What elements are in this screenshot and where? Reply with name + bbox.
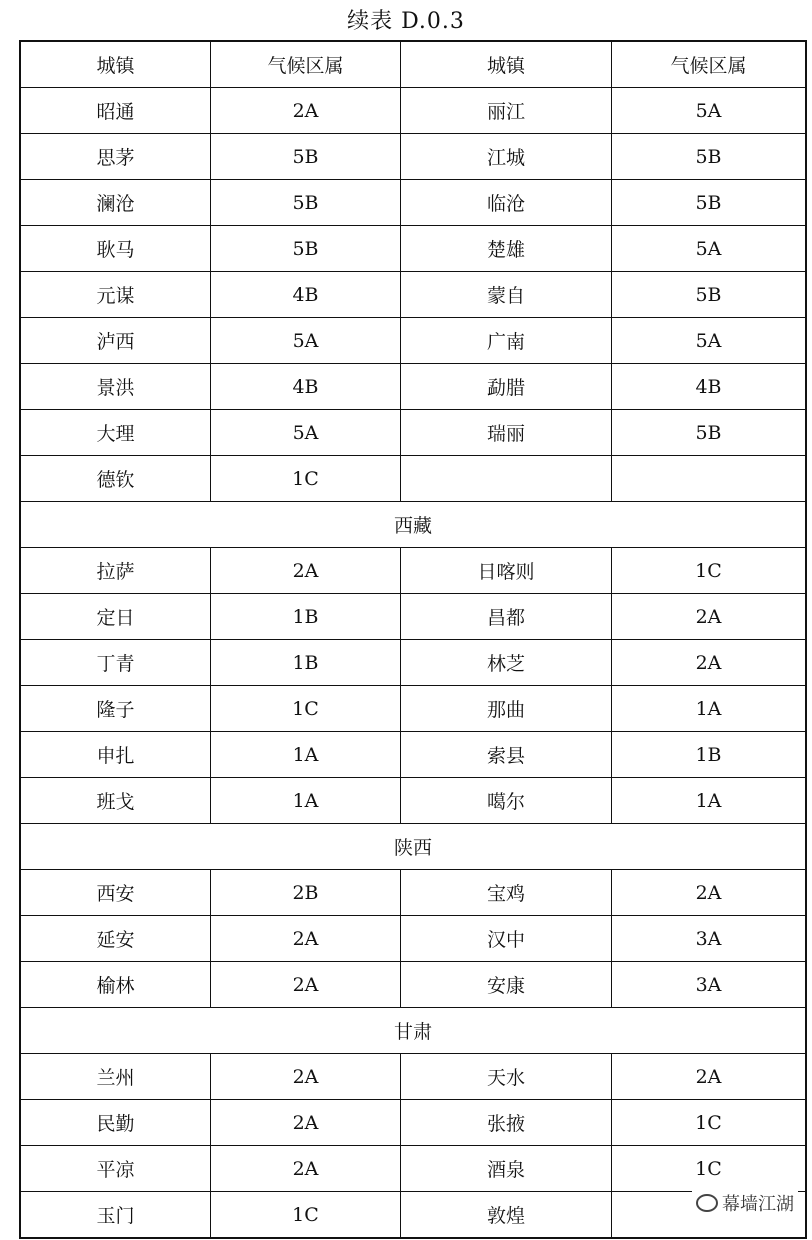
climate-zone-cell: 1A — [211, 778, 401, 824]
town-cell: 日喀则 — [401, 548, 612, 594]
town-cell: 定日 — [20, 594, 211, 640]
header-cell-climate-zone: 气候区属 — [211, 41, 401, 88]
climate-zone-cell: 5B — [211, 226, 401, 272]
climate-zone-cell: 1C — [612, 1100, 807, 1146]
climate-zone-cell: 1B — [612, 732, 807, 778]
table-row — [20, 134, 806, 180]
wechat-logo-icon — [696, 1194, 718, 1212]
table-row — [20, 1192, 806, 1239]
town-cell: 酒泉 — [401, 1146, 612, 1192]
climate-zone-cell: 1C — [612, 548, 807, 594]
climate-zone-cell: 2A — [612, 870, 807, 916]
table-row — [20, 640, 806, 686]
climate-zone-table — [19, 40, 807, 1239]
town-cell: 班戈 — [20, 778, 211, 824]
climate-zone-cell: 3A — [612, 962, 807, 1008]
town-cell: 德钦 — [20, 456, 211, 502]
table-row — [20, 1100, 806, 1146]
town-cell: 玉门 — [20, 1192, 211, 1239]
climate-zone-cell: 2A — [211, 1054, 401, 1100]
climate-zone-cell: 2A — [612, 594, 807, 640]
climate-zone-cell: 5A — [612, 226, 807, 272]
climate-zone-cell: 1A — [211, 732, 401, 778]
climate-zone-cell: 4B — [211, 364, 401, 410]
watermark — [692, 1188, 798, 1218]
town-cell: 那曲 — [401, 686, 612, 732]
town-cell: 丁青 — [20, 640, 211, 686]
climate-zone-cell: 1C — [211, 1192, 401, 1239]
table-row — [20, 226, 806, 272]
table-row — [20, 456, 806, 502]
town-cell: 景洪 — [20, 364, 211, 410]
table-row — [20, 548, 806, 594]
climate-zone-cell: 5B — [612, 180, 807, 226]
town-cell: 隆子 — [20, 686, 211, 732]
climate-zone-cell: 4B — [211, 272, 401, 318]
header-cell-climate-zone: 气候区属 — [612, 41, 807, 88]
table-row — [20, 364, 806, 410]
town-cell: 张掖 — [401, 1100, 612, 1146]
town-cell: 瑞丽 — [401, 410, 612, 456]
climate-zone-cell: 1C — [612, 1146, 807, 1192]
header-cell-town: 城镇 — [20, 41, 211, 88]
town-cell: 江城 — [401, 134, 612, 180]
climate-zone-cell: 2A — [612, 1054, 807, 1100]
climate-zone-cell: 5B — [612, 272, 807, 318]
town-cell: 榆林 — [20, 962, 211, 1008]
watermark-text: 幕墙江湖 — [722, 1194, 794, 1215]
climate-zone-cell: 5B — [211, 180, 401, 226]
header-row — [20, 41, 806, 88]
section-label: 西藏 — [20, 502, 806, 548]
climate-zone-cell: 1C — [211, 456, 401, 502]
climate-zone-cell: 5A — [211, 410, 401, 456]
climate-zone-cell: 1A — [612, 686, 807, 732]
table-row — [20, 916, 806, 962]
table-row — [20, 732, 806, 778]
town-cell: 拉萨 — [20, 548, 211, 594]
climate-zone-cell: 2A — [211, 88, 401, 134]
section-label: 甘肃 — [20, 1008, 806, 1054]
climate-zone-cell: 3A — [612, 916, 807, 962]
climate-zone-cell: 2A — [211, 1100, 401, 1146]
town-cell: 昌都 — [401, 594, 612, 640]
climate-zone-cell: 5B — [612, 410, 807, 456]
town-cell: 宝鸡 — [401, 870, 612, 916]
town-cell: 广南 — [401, 318, 612, 364]
town-cell: 安康 — [401, 962, 612, 1008]
climate-zone-cell: 2A — [211, 1146, 401, 1192]
climate-zone-cell: 5B — [211, 134, 401, 180]
town-cell: 西安 — [20, 870, 211, 916]
header-cell-town: 城镇 — [401, 41, 612, 88]
town-cell: 汉中 — [401, 916, 612, 962]
table-body — [20, 41, 806, 1238]
table-row — [20, 272, 806, 318]
climate-zone-cell: 2A — [211, 916, 401, 962]
climate-zone-cell: 2A — [612, 640, 807, 686]
town-cell: 蒙自 — [401, 272, 612, 318]
table-row — [20, 962, 806, 1008]
town-cell: 民勤 — [20, 1100, 211, 1146]
table-row — [20, 1054, 806, 1100]
town-cell: 临沧 — [401, 180, 612, 226]
town-cell: 昭通 — [20, 88, 211, 134]
town-cell: 勐腊 — [401, 364, 612, 410]
town-cell: 兰州 — [20, 1054, 211, 1100]
town-cell: 大理 — [20, 410, 211, 456]
climate-zone-cell: 4B — [612, 364, 807, 410]
table-title: 续表 D.0.3 — [347, 9, 465, 34]
town-cell: 索县 — [401, 732, 612, 778]
town-cell: 泸西 — [20, 318, 211, 364]
section-row — [20, 824, 806, 870]
town-cell: 林芝 — [401, 640, 612, 686]
table-row — [20, 686, 806, 732]
town-cell: 噶尔 — [401, 778, 612, 824]
climate-zone-cell: 5A — [211, 318, 401, 364]
town-cell: 敦煌 — [401, 1192, 612, 1239]
town-cell: 元谋 — [20, 272, 211, 318]
town-cell: 丽江 — [401, 88, 612, 134]
climate-zone-cell: 2A — [211, 962, 401, 1008]
table-row — [20, 410, 806, 456]
climate-zone-cell: 2B — [211, 870, 401, 916]
town-cell: 天水 — [401, 1054, 612, 1100]
table-row — [20, 594, 806, 640]
table-row — [20, 778, 806, 824]
climate-zone-cell: 5A — [612, 318, 807, 364]
town-cell: 澜沧 — [20, 180, 211, 226]
climate-zone-cell: 5A — [612, 88, 807, 134]
climate-zone-cell: 1B — [211, 640, 401, 686]
section-row — [20, 502, 806, 548]
town-cell: 耿马 — [20, 226, 211, 272]
climate-zone-cell: 2A — [211, 548, 401, 594]
climate-zone-cell — [612, 456, 807, 502]
town-cell: 延安 — [20, 916, 211, 962]
climate-zone-cell: 1A — [612, 778, 807, 824]
climate-zone-cell: 1B — [211, 594, 401, 640]
table-row — [20, 318, 806, 364]
town-cell: 平凉 — [20, 1146, 211, 1192]
section-row — [20, 1008, 806, 1054]
climate-zone-cell: 5B — [612, 134, 807, 180]
town-cell: 申扎 — [20, 732, 211, 778]
table-row — [20, 870, 806, 916]
town-cell — [401, 456, 612, 502]
table-row — [20, 180, 806, 226]
climate-zone-cell: 1C — [211, 686, 401, 732]
town-cell: 楚雄 — [401, 226, 612, 272]
town-cell: 思茅 — [20, 134, 211, 180]
section-label: 陕西 — [20, 824, 806, 870]
table-row — [20, 88, 806, 134]
table-row — [20, 1146, 806, 1192]
